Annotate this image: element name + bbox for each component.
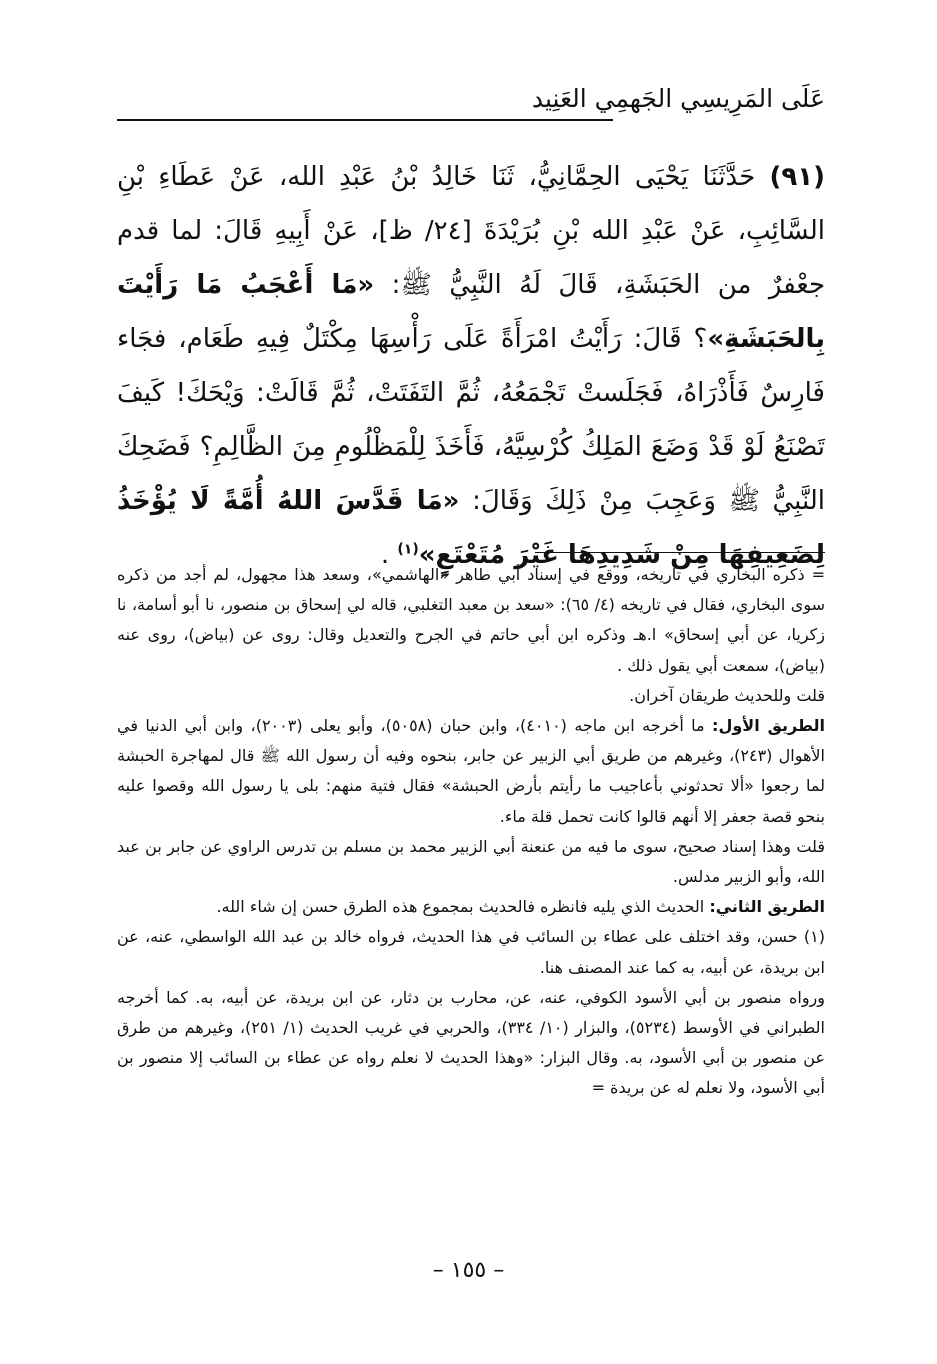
note-paragraph: = ذكره البخاري في تاريخه، ووقع في إسناد أبي طاهر «الهاشمي»، وسعد هذا مجهول، لم أجد من ذكره سوى البخاري، فقال في تاريخه (٤/ ٦٥): «سعد بن معبد التغلبي، قاله لي إسحاق بن منصور، نا أبو أسامة، نا زكريا، عن أبي إسحاق» ا.هـ وذكره ابن أبي حاتم في الجرح والتعديل وقال: روى عن (بياض)، روى عنه (بياض)، سمعت أبي يقول ذلك .: [117, 565, 826, 675]
footnote-reference: (١): [397, 541, 419, 558]
path-two-label: الطريق الثاني:: [709, 897, 825, 917]
page-number: – ١٥٥ –: [432, 1258, 505, 1283]
note-paragraph: [117, 711, 825, 832]
hadith-paragraph: [117, 150, 825, 582]
note-paragraph: قلت وللحديث طريقان آخران.: [629, 685, 825, 705]
hadith-block: [117, 150, 825, 582]
hadith-quote-second: «مَا قَدَّسَ اللهُ أُمَّةً لَا يُؤْخَذُ لِضَعِيفِهَا مِنْ شَدِيدِهَا غَيْرَ مُتَعْتَعٍ»: [117, 486, 825, 570]
path-one-label: الطريق الأول:: [712, 716, 826, 736]
hadith-quote-first: «مَا أَعْجَبُ مَا رَأَيْتَ بِالحَبَشَةِ»: [117, 270, 825, 354]
running-header: [117, 78, 825, 138]
footnotes-block: [117, 560, 825, 1104]
path-one-text: ما أخرجه ابن ماجه (٤٠١٠)، وابن حبان (٥٠٥٨)، وأبو يعلى (٢٠٠٣)، وابن أبي الدنيا في الأهوال (٢٤٣)، وغيرهم من طريق أبي الزبير عن جابر، بنحوه وفيه أن رسول الله ﷺ قال لمهاجرة الحبشة لما رجعوا «ألا تحدثوني بأعاجيب ما رأيتم بأرض الحبشة» فقال فتية منهم: بلى يا رسول الله وقصوا عليه بنحو قصة جعفر إلا أنهم قالوا كانت تحمل قلة ماء.: [117, 716, 825, 826]
footnote-one: (١) حسن، وقد اختلف على عطاء بن السائب في هذا الحديث، فرواه خالد بن عبد الله الواسطي، عنه، عن ابن بريدة، عن أبيه، به كما عند المصنف هنا.: [117, 927, 825, 977]
note-paragraph: قلت وهذا إسناد صحيح، سوى ما فيه من عنعنة أبي الزبير محمد بن مسلم بن تدرس الراوي عن جابر بن عبد الله، وأبو الزبير مدلس.: [117, 836, 825, 887]
note-paragraph: ورواه منصور بن أبي الأسود الكوفي، عنه، عن، محارب بن دثار، عن ابن بريدة، عن أبيه، به. كما أخرجه الطبراني في الأوسط (٥٢٣٤)، والبزار (١٠/ ٣٣٤)، والحربي في غريب الحديث (١/ ٢٥١)، وغيرهم من طرق عن منصور بن أبي الأسود، به. وقال البزار: «وهذا الحديث لا نعلم رواه عن عطاء بن السائب إلا منصور بن أبي الأسود، ولا نعلم له عن بريدة =: [117, 987, 825, 1098]
path-two-text: الحديث الذي يليه فانظره فالحديث بمجموع هذه الطرق حسن إن شاء الله.: [216, 897, 705, 917]
hadith-text-opening: حَدَّثَنَا يَحْيَى الحِمَّانِيُّ، ثَنَا خَالِدُ بْنُ عَبْدِ الله، عَنْ عَطَاءِ بْنِ السَّائِبِ، عَنْ عَبْدِ الله بْنِ بُرَيْدَةَ [٢٤/ ظ]، عَنْ أَبِيهِ قَالَ: لما قدم جعْفرٌ من الحَبَشَةِ، قَالَ لَهُ النَّبِيُّ ﷺ:: [117, 162, 826, 300]
header-rule: [117, 119, 613, 121]
footnote-separator: [535, 552, 825, 553]
hadith-text-middle: ؟ قَالَ: رَأَيْتُ امْرَأَةً عَلَى رَأْسِهَا مِكْتَلٌ فِيهِ طَعَام، فجَاء فَارِسٌ فَأَذْرَاهُ، فَجَلَستْ تَجْمَعُهُ، ثُمَّ التَفَتَتْ، ثُمَّ قَالَتْ: وَيْحَكَ! كَيفَ تَصْنَعُ لَوْ قَدْ وَضَعَ المَلِكُ كُرْسِيَّهُ، فَأَخَذَ لِلْمَظْلُومِ مِنَ الظَّالِمِ؟ فَضَحِكَ النَّبِيُّ ﷺ وَعَجِبَ مِنْ ذَلِكَ وَقَالَ:: [117, 324, 825, 516]
hadith-number: (٩١): [769, 162, 825, 192]
note-paragraph: [117, 892, 825, 922]
hadith-end-mark: .: [380, 540, 390, 570]
header-title: عَلَى المَرِيسِي الجَهمِي العَنِيد: [531, 84, 825, 113]
